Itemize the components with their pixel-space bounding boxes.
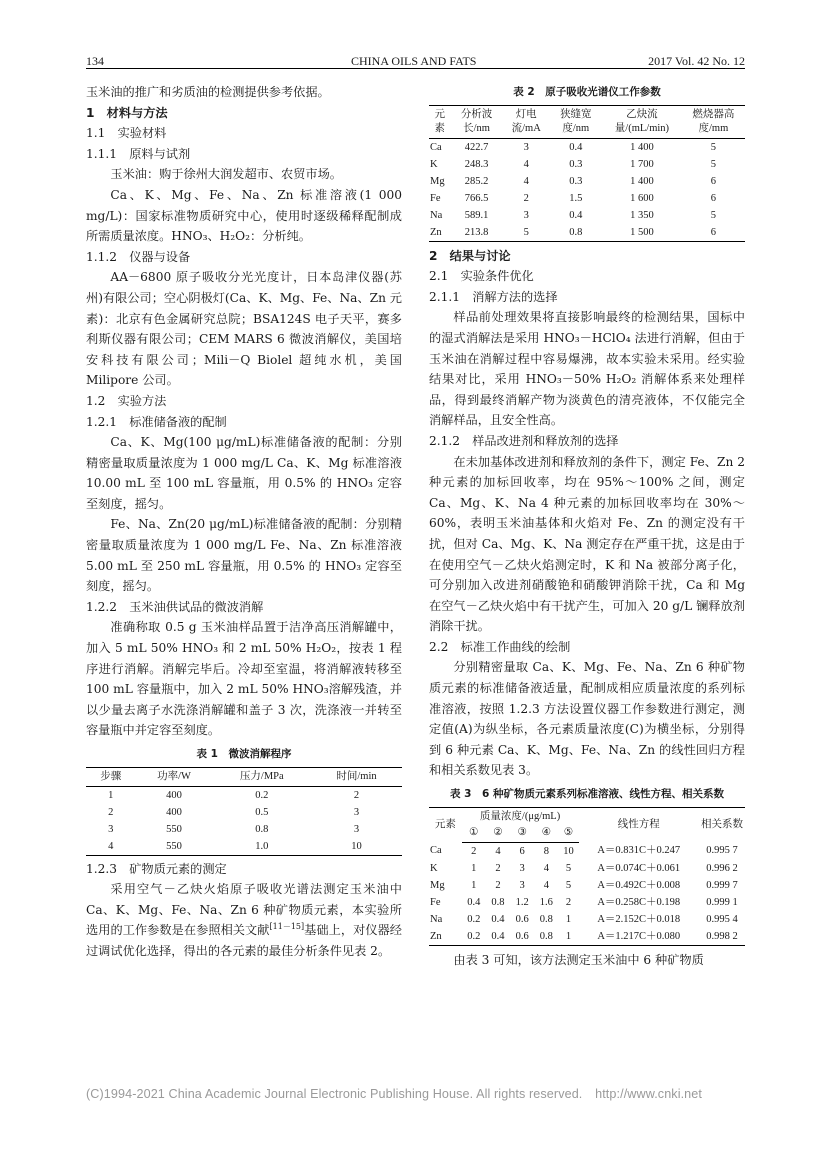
paragraph-calibration: 分别精密量取 Ca、K、Mg、Fe、Na、Zn 6 种矿物质元素的标准储备液适量，配制成相应质量浓度的系列标准溶液，按照 1.2.3 方法设置仪器工作参数进行测定，测定值(A)为纵坐标，各元素质量浓度(C)为横坐标，分别得到 6 种元素 Ca、K、Mg、Fe、Na、Zn 的线性回归方程和相关系数见表 3。 xyxy=(429,660,745,778)
table-cell: 3 xyxy=(108,823,114,835)
paragraph-standards: Ca、K、Mg、Fe、Na、Zn 标准溶液(1 000 mg/L)：国家标准物质研究中心，使用时逐级稀释配制成所需质量浓度。HNO₃、H₂O₂：分析纯。 xyxy=(86,187,402,244)
table-cell: 1.2 xyxy=(515,896,529,908)
table-cell: 1.6 xyxy=(539,896,553,908)
section-2-2-heading: 2.2 标准工作曲线的绘制 xyxy=(429,639,571,654)
table-cell: 4 xyxy=(523,158,529,170)
table-cell: 0.2 xyxy=(467,913,481,925)
paragraph-instruments: AA－6800 原子吸收分光光度计，日本岛津仪器(苏州)有限公司；空心阴极灯(Ca、K、Mg、Fe、Na、Zn 元素)：北京有色金属研究总院；BSA124S 电子天平，赛多利斯仪器有限公司；CEM MARS 6 微波消解仪，美国培安科技有限公司；Mili－Q Biolel 超纯水机，美国 Milipore 公司。 xyxy=(86,270,402,388)
table-cell: A＝1.217C＋0.080 xyxy=(597,930,681,942)
table-cell: 4 xyxy=(108,840,114,852)
table-cell: 589.1 xyxy=(464,209,489,221)
table-row xyxy=(86,821,402,838)
table-cell: 213.8 xyxy=(464,226,489,238)
table-cell: Mg xyxy=(430,879,445,891)
table-cell: 4 xyxy=(495,845,501,857)
table-cell: 1 400 xyxy=(630,141,654,153)
table-row xyxy=(429,190,745,207)
table-row xyxy=(429,207,745,224)
section-2-1-2-heading: 2.1.2 样品改进剂和释放剂的选择 xyxy=(429,433,619,448)
table-cell: 2 xyxy=(471,845,477,857)
table-cell: 1 xyxy=(565,913,572,925)
table-cell: 3 xyxy=(353,823,360,835)
table-cell: 1 xyxy=(565,930,572,942)
table-row xyxy=(429,138,745,156)
journal-name: CHINA OILS AND FATS xyxy=(351,54,477,68)
table-row xyxy=(86,786,402,804)
table-cell: 10 xyxy=(563,845,574,857)
table-cell: 2 xyxy=(108,806,114,818)
table-row xyxy=(429,173,745,190)
table-cell: 0.8 xyxy=(569,226,583,238)
table-cell: 0.4 xyxy=(467,896,481,908)
table-header-cell: 元素 xyxy=(429,105,450,138)
table-cell: Na xyxy=(430,209,443,221)
table-cell: 1 xyxy=(471,862,477,874)
table-header-cell: 分析波长/nm xyxy=(450,105,502,138)
table-cell: 0.8 xyxy=(491,896,505,908)
table-cell: 0.999 1 xyxy=(706,896,738,908)
running-header xyxy=(86,50,745,69)
paragraph-digestion: 准确称取 0.5 g 玉米油样品置于洁净高压消解罐中，加入 5 mL 50% HNO₃ 和 2 mL 50% H₂O₂，按表 1 程序进行消解。消解完毕后。冷却至室温，将消解液转移至 100 mL 容量瓶中，加入 2 mL 50% HNO₃溶解残渣，并以少量去离子水洗涤消解罐和盖子 3 次，洗涤液一并转至容量瓶中并定容至刻度。 xyxy=(86,620,402,738)
table-row xyxy=(429,224,745,242)
paragraph-stock-fe-na-zn: Fe、Na、Zn(20 μg/mL)标准储备液的配制：分别精密量取质量浓度为 1 000 mg/L Fe、Na、Zn 标准溶液 5.00 mL 至 250 mL 容量瓶，用 0.5% 的 HNO₃ 定容至刻度，摇匀。 xyxy=(86,517,402,594)
table-cell: 550 xyxy=(166,823,182,835)
table-header-cell: 元素 xyxy=(434,818,456,830)
table-cell: 2 xyxy=(523,192,529,204)
table-cell: A＝0.831C＋0.247 xyxy=(597,845,681,857)
table-header-cell: ⑤ xyxy=(558,824,578,843)
table-cell: Fe xyxy=(430,896,441,908)
table-cell: A＝2.152C＋0.018 xyxy=(597,913,681,925)
copyright-footer: (C)1994-2021 China Academic Journal Electronic Publishing House. All rights reserved. http://www.cnki.net xyxy=(86,1087,702,1101)
table-header-cell: ① xyxy=(462,824,486,843)
paragraph-stock-ca-k-mg: Ca、K、Mg(100 μg/mL)标准储备液的配制：分别精密量取质量浓度为 1 000 mg/L Ca、K、Mg 标准溶液 10.00 mL 至 100 mL 容量瓶，用 0.5% 的 HNO₃ 定容至刻度，摇匀。 xyxy=(86,435,402,511)
table-3 xyxy=(429,807,745,946)
issue-info: 2017 Vol. 42 No. 12 xyxy=(648,54,745,68)
table-cell: 400 xyxy=(166,789,182,801)
table-3-caption: 表 3 6 种矿物质元素系列标准溶液、线性方程、相关系数 xyxy=(450,788,724,801)
paragraph-modifier: 在未加基体改进剂和释放剂的条件下，测定 Fe、Zn 2 种元素的加标回收率，均在 95%～100% 之间，测定 Ca、Mg、K、Na 4 种元素的加标回收率均在 30%～60%，表明玉米油基体和火焰对 Fe、Zn 的测定没有干扰，但对 Ca、Mg、K、Na 测定存在严重干扰，这是由于在使用空气－乙炔火焰测定时，K 和 Na 被部分离子化，可分别加入改进剂硝酸铯和硝酸钾消除干扰，Ca 和 Mg 在空气－乙炔火焰中有干扰产生，可加入 20 g/L 镧释放剂消除干扰。 xyxy=(429,454,745,634)
table-cell: 6 xyxy=(710,192,717,204)
paragraph-digestion-method: 样品前处理效果将直接影响最终的检测结果，国标中的湿式消解法是采用 HNO₃－HClO₄ 法进行消解，但由于玉米油在消解过程中容易爆沸，故本实验未采用。经实验结果对比，采用 HNO₃－50% H₂O₂ 消解体系来处理样品，得到最终消解产物为淡黄色的清亮液体，不仅能完全消解样品，且安全性高。 xyxy=(429,310,745,428)
table-row xyxy=(429,156,745,173)
intro-tail: 玉米油的推广和劣质油的检测提供参考依据。 xyxy=(86,85,330,99)
table-cell: 0.999 7 xyxy=(706,879,738,891)
table-cell: 422.7 xyxy=(464,141,489,153)
section-1-heading: 1 材料与方法 xyxy=(86,105,168,120)
table-cell: 1 500 xyxy=(630,226,654,238)
table-cell: Zn xyxy=(430,226,442,238)
table-1-caption: 表 1 微波消解程序 xyxy=(196,748,292,760)
table-cell: 0.5 xyxy=(255,806,269,818)
table-cell: 6 xyxy=(710,226,717,238)
paragraph-corn-oil: 玉米油：购于徐州大润发超市、农贸市场。 xyxy=(110,167,342,182)
table-2 xyxy=(429,105,745,242)
table-cell: 0.8 xyxy=(255,823,269,835)
table-header-cell: ④ xyxy=(534,824,558,843)
paragraph-determination xyxy=(86,879,402,961)
table-cell: 3 xyxy=(519,862,525,874)
table-cell: A＝0.074C＋0.061 xyxy=(597,862,681,874)
page-number: 134 xyxy=(86,54,104,68)
table-cell: 10 xyxy=(351,840,362,852)
table-header-cell: ③ xyxy=(510,824,534,843)
table-cell: 0.4 xyxy=(491,913,505,925)
table-cell: 4 xyxy=(543,862,549,874)
table-cell: 1 xyxy=(108,789,114,801)
table-header-cell: 相关系数 xyxy=(701,818,743,830)
table-cell: 285.2 xyxy=(464,175,489,187)
table-cell: 8 xyxy=(543,845,549,857)
table-row xyxy=(429,877,745,894)
section-1-2-3-heading: 1.2.3 矿物质元素的测定 xyxy=(86,861,227,876)
table-row xyxy=(429,860,745,877)
table-header-cell: 线性方程 xyxy=(617,818,660,830)
table-cell: 1 600 xyxy=(630,192,654,204)
table-row xyxy=(86,804,402,821)
table-cell: Fe xyxy=(430,192,441,204)
table-cell: Na xyxy=(430,913,443,925)
table-1 xyxy=(86,767,402,856)
table-cell: 1 400 xyxy=(630,175,654,187)
table-header-cell: 灯电流/mA xyxy=(503,105,550,138)
table-header-cell: 时间/min xyxy=(311,767,402,786)
table-row xyxy=(429,928,745,946)
table-row xyxy=(86,838,402,856)
section-1-1-heading: 1.1 实验材料 xyxy=(86,126,167,141)
table-cell: 766.5 xyxy=(464,192,489,204)
table-cell: Ca xyxy=(430,845,442,857)
paragraph-text: 采用空气－乙炔火焰原子吸收光谱法测定玉米油中 Ca、K、Mg、Fe、Na、Zn 6 种矿物质元素，本实验所选用的工作参数是在参照相关文献 xyxy=(86,882,402,938)
table-cell: 0.6 xyxy=(515,930,529,942)
table-cell: 3 xyxy=(519,879,525,891)
table-cell: 0.995 4 xyxy=(706,913,738,925)
table-cell: 5 xyxy=(523,226,529,238)
left-column xyxy=(86,82,402,962)
table-header-cell: 功率/W xyxy=(135,767,212,786)
table-cell: 3 xyxy=(353,806,360,818)
table-header-cell: 质量浓度/(μg/mL) xyxy=(479,810,561,822)
section-2-1-1-heading: 2.1.1 消解方法的选择 xyxy=(429,289,558,304)
table-cell: 4 xyxy=(543,879,549,891)
table-cell: 6 xyxy=(710,175,717,187)
table-cell: 0.6 xyxy=(515,913,529,925)
table-cell: 5 xyxy=(710,141,717,153)
table-cell: 5 xyxy=(710,209,717,221)
table-cell: 5 xyxy=(565,862,572,874)
section-1-2-heading: 1.2 实验方法 xyxy=(86,393,167,408)
table-cell: 1.5 xyxy=(569,192,583,204)
table-cell: 6 xyxy=(519,845,525,857)
table-cell: 4 xyxy=(523,175,529,187)
table-cell: 2 xyxy=(495,879,501,891)
table-cell: 0.3 xyxy=(569,158,583,170)
table-cell: 0.8 xyxy=(539,930,553,942)
table-cell: 2 xyxy=(495,862,501,874)
table-header-cell: ② xyxy=(486,824,510,843)
table-cell: 400 xyxy=(166,806,182,818)
table-cell: 2 xyxy=(565,896,572,908)
table-cell: A＝0.492C＋0.008 xyxy=(597,879,681,891)
right-column xyxy=(429,82,745,970)
table-header-cell: 乙炔流量/(mL/min) xyxy=(602,105,682,138)
table-cell: Ca xyxy=(430,141,442,153)
section-1-1-2-heading: 1.1.2 仪器与设备 xyxy=(86,249,191,264)
table-header-cell: 狭缝宽度/nm xyxy=(550,105,602,138)
table-cell: 2 xyxy=(353,789,360,801)
table-cell: 5 xyxy=(710,158,717,170)
section-2-heading: 2 结果与讨论 xyxy=(429,248,511,263)
table-cell: 0.8 xyxy=(539,913,553,925)
table-header-cell: 燃烧器高度/mm xyxy=(682,105,745,138)
paragraph-text: 基础上，对仪器经过调试优化选择，得出的各元素的最佳分析条件见表 2。 xyxy=(86,923,402,958)
table-row xyxy=(429,842,745,860)
table-cell: Mg xyxy=(430,175,445,187)
section-2-1-heading: 2.1 实验条件优化 xyxy=(429,269,534,284)
table-cell: 0.2 xyxy=(255,789,269,801)
table-cell: 0.4 xyxy=(491,930,505,942)
table-cell: 0.2 xyxy=(467,930,481,942)
table-cell: 1 xyxy=(471,879,477,891)
table-cell: 0.4 xyxy=(569,141,583,153)
table-row xyxy=(429,911,745,928)
table-cell: 0.995 7 xyxy=(706,845,738,857)
table-cell: 3 xyxy=(523,141,529,153)
table-cell: A＝0.258C＋0.198 xyxy=(597,896,681,908)
table-2-caption: 表 2 原子吸收光谱仪工作参数 xyxy=(513,86,661,98)
table-row xyxy=(429,894,745,911)
table-header-cell: 步骤 xyxy=(86,767,135,786)
table-cell: 550 xyxy=(166,840,182,852)
paragraph-conclusion-start: 由表 3 可知，该方法测定玉米油中 6 种矿物质 xyxy=(453,952,704,967)
table-cell: 5 xyxy=(565,879,572,891)
table-cell: 0.3 xyxy=(569,175,583,187)
table-cell: K xyxy=(430,862,438,874)
table-cell: 1 350 xyxy=(630,209,654,221)
citation: [11－15] xyxy=(269,922,305,932)
table-cell: 1 700 xyxy=(630,158,654,170)
table-cell: Zn xyxy=(430,930,442,942)
table-cell: 0.996 2 xyxy=(706,862,738,874)
table-cell: 248.3 xyxy=(464,158,489,170)
table-cell: 0.4 xyxy=(569,209,583,221)
table-cell: 0.998 2 xyxy=(706,930,738,942)
table-header-cell: 压力/MPa xyxy=(213,767,311,786)
table-cell: 3 xyxy=(523,209,529,221)
section-1-1-1-heading: 1.1.1 原料与试剂 xyxy=(86,146,191,161)
table-cell: K xyxy=(430,158,438,170)
table-cell: 1.0 xyxy=(255,840,269,852)
section-1-2-1-heading: 1.2.1 标准储备液的配制 xyxy=(86,414,227,429)
section-1-2-2-heading: 1.2.2 玉米油供试品的微波消解 xyxy=(86,599,264,614)
